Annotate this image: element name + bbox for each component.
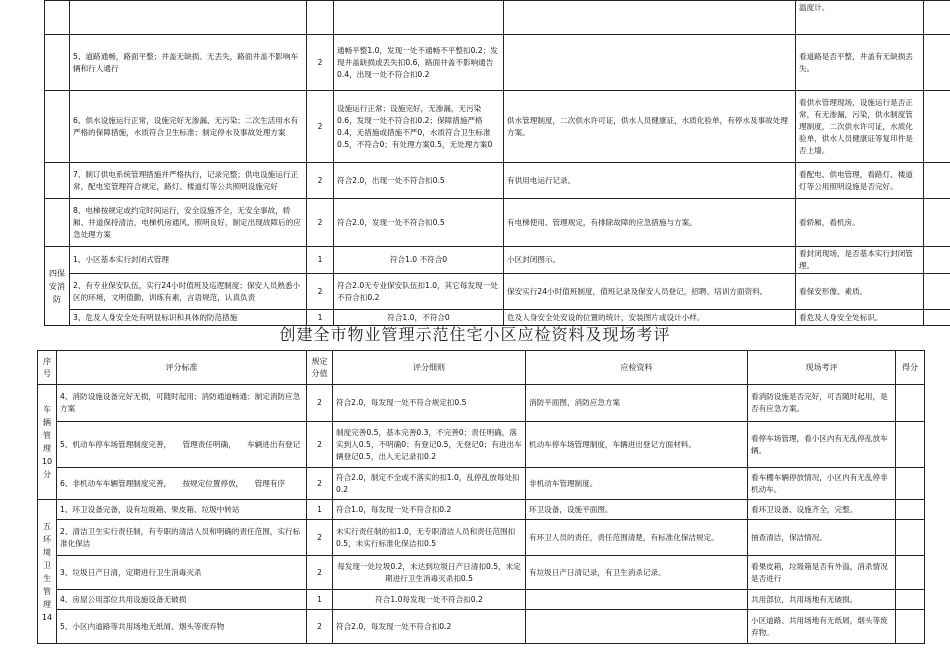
table-row [38, 610, 925, 644]
material-cell [504, 1, 796, 35]
item-cell: 4、房屋公用部位共用设施设备无破损 [57, 590, 307, 610]
score-cell: 2 [307, 35, 334, 91]
table-row [38, 556, 925, 590]
points-cell [924, 35, 950, 91]
col-header-inspect: 现场考评 [748, 351, 896, 385]
item-cell: 5、小区内道路等共用场地无纸屑、烟头等废弃物 [57, 610, 307, 644]
item-cell: 1、小区基本实行封闭式管理 [70, 247, 307, 274]
page-title: 创建全市物业管理示范住宅小区应检资料及现场考评 [279, 325, 671, 344]
inspect-cell: 抽查清洁，保洁情况。 [748, 520, 896, 556]
inspect-cell: 看危及人身安全处标识。 [796, 310, 924, 326]
points-cell [896, 520, 925, 556]
material-cell: 环卫设备，设施平面图。 [526, 500, 748, 520]
material-cell: 有供用电运行记录。 [504, 163, 796, 199]
rule-cell: 每发现一处垃圾0.2，未达到垃圾日产日清扣0.5，未定期进行卫生消毒灭杀扣0.5 [333, 556, 526, 590]
material-cell: 非机动车管理制度。 [526, 468, 748, 500]
score-cell: 2 [307, 520, 333, 556]
points-cell [924, 310, 950, 326]
inspect-cell: 看轿厢，看机房。 [796, 199, 924, 247]
material-cell: 有垃圾日产日清记录，有卫生消杀记录。 [526, 556, 748, 590]
score-cell: 2 [307, 199, 334, 247]
inspect-cell: 温度计。 [796, 1, 924, 35]
table-row [45, 199, 950, 247]
points-cell [896, 468, 925, 500]
table-header-row [38, 351, 925, 385]
rule-cell: 符合2.0，每发现一处不符合扣0.2 [333, 610, 526, 644]
rule-cell: 符合2.0，每发现一处不符合规定扣0.5 [333, 385, 526, 422]
item-cell: 5、机动车停车场管理制度完善， 管理责任明确， 车辆进出有登记 [57, 422, 307, 468]
rule-cell: 符合1.0，不符合0 [334, 310, 504, 326]
inspect-cell: 看供水管理现场，设施运行是否正常，有无渗漏，污染，供水制度管理制度，二次供水许可证，水质化验单，供水人员健康证等复印件是否上墙。 [796, 91, 924, 163]
points-cell [896, 385, 925, 422]
material-cell: 危及人身安全处安设的位置的统计，安装图片或设计小样。 [504, 310, 796, 326]
table-row [38, 590, 925, 610]
points-cell [896, 556, 925, 590]
category-cell [45, 163, 70, 199]
material-cell: 供水管理制度，二次供水许可证，供水人员健康证，水质化验单，有停水及事故处理方案。 [504, 91, 796, 163]
score-cell: 1 [307, 590, 333, 610]
material-cell: 机动车停车场管理制度，车辆进出登记方面材料。 [526, 422, 748, 468]
item-cell: 6、非机动车车辆管理制度完善， 按规定位置停放， 管理有序 [57, 468, 307, 500]
bottom-table [37, 350, 925, 644]
category-cell [45, 35, 70, 91]
material-cell [526, 590, 748, 610]
category-cell [45, 1, 70, 35]
table-row [45, 1, 950, 35]
rule-cell: 符合2.0，发现一处不符合扣0.5 [334, 199, 504, 247]
material-cell: 小区封闭图示。 [504, 247, 796, 274]
score-cell [307, 1, 334, 35]
points-cell [924, 247, 950, 274]
item-cell: 2、有专业保安队伍，实行24小时值班及巡逻制度；保安人员熟悉小区的环境，文明值勤，训练有素，言语规范，认真负责 [70, 274, 307, 310]
rule-cell: 符合2.0，制定不全或不落实的扣1.0，乱停乱放每处扣0.2 [333, 468, 526, 500]
rule-cell: 符合1.0，每发现一处不符合扣0.2 [333, 500, 526, 520]
points-cell [924, 1, 950, 35]
inspect-cell: 小区道路、共用场地有无纸屑，烟头等废弃物。 [748, 610, 896, 644]
score-cell: 1 [307, 310, 334, 326]
item-cell: 3、危及人身安全处有明显标识和具体的防范措施 [70, 310, 307, 326]
material-cell: 有环卫人员的责任，责任范围清楚，有标准化保洁规定。 [526, 520, 748, 556]
table-row [45, 247, 950, 274]
table-row [38, 422, 925, 468]
rule-cell: 通畅平整1.0，发现一处不通畅不平整扣0.2；发现井盖缺损或丢失扣0.6，路面井盖不影响通告0.4，出现一处不符合扣0.2 [334, 35, 504, 91]
item-cell: 1、环卫设备完备，设有垃圾箱、果皮箱、垃圾中转站 [57, 500, 307, 520]
score-cell: 2 [307, 91, 334, 163]
score-cell: 1 [307, 500, 333, 520]
category-cell [45, 91, 70, 163]
score-cell: 2 [307, 163, 334, 199]
category-label: 四保安消防 [45, 247, 70, 326]
inspect-cell: 看消防设施是否完好，可否随时起用，是否有应急方案。 [748, 385, 896, 422]
score-cell: 2 [307, 610, 333, 644]
rule-cell [334, 1, 504, 35]
item-cell: 2、清洁卫生实行责任制，有专职的清洁人员和明确的责任范围，实行标准化保洁 [57, 520, 307, 556]
inspect-cell: 看停车场管理，看小区内有无乱停乱放车辆。 [748, 422, 896, 468]
points-cell [924, 274, 950, 310]
col-header-score: 规定分值 [307, 351, 333, 385]
material-cell [526, 610, 748, 644]
score-cell: 2 [307, 385, 333, 422]
points-cell [896, 500, 925, 520]
inspect-cell: 看环卫设备、设施齐全，完整。 [748, 500, 896, 520]
inspect-cell: 看车棚车辆停放情况，小区内有无乱停非机动车。 [748, 468, 896, 500]
category-label: 车辆管理10分 [38, 385, 57, 500]
col-header-points: 得分 [896, 351, 925, 385]
item-cell: 6、供水设施运行正常，设施完好无渗漏、无污染；二次生活用水有严格的保障措施，水质符合卫生标准；制定停水及事故处理方案 [70, 91, 307, 163]
score-cell: 2 [307, 422, 333, 468]
rule-cell: 制度完善0.5，基本完善0.3，不完善0；责任明确，落实到人0.5，不明确0；有登记0.5，无登记0；有进出车辆登记0.5，出入无记录扣0.2 [333, 422, 526, 468]
score-cell: 2 [307, 468, 333, 500]
material-cell: 消防平面图，消防应急方案 [526, 385, 748, 422]
category-label: 五环境卫生管理14 [38, 500, 57, 644]
table-row [45, 274, 950, 310]
item-cell: 3、垃圾日产日清，定期进行卫生消毒灭杀 [57, 556, 307, 590]
material-cell [504, 35, 796, 91]
item-cell: 8、电梯按规定或约定时间运行，安全设施齐全，无安全事故，轿厢、井道保持清洁，电梯机房通风、照明良好，制定出现故障后的应急处理方案 [70, 199, 307, 247]
inspect-cell: 看配电、供电管理，看路灯、楼道灯等公用照明设施是否完好。 [796, 163, 924, 199]
rule-cell: 符合1.0 不符合0 [334, 247, 504, 274]
category-cell [45, 199, 70, 247]
col-header-material: 应检资料 [526, 351, 748, 385]
points-cell [896, 590, 925, 610]
table-row [45, 310, 950, 326]
top-table [44, 0, 950, 326]
rule-cell: 符合2.0无专业保安队伍扣1.0，其它每发现一处不符合扣0.2 [334, 274, 504, 310]
table-row [45, 163, 950, 199]
inspect-cell: 看果皮箱，垃圾箱是否有外溢，消杀情况是否进行 [748, 556, 896, 590]
table-row [38, 385, 925, 422]
rule-cell: 符合2.0，出现一处不符合扣0.5 [334, 163, 504, 199]
rule-cell: 符合1.0每发现一处不符合扣0.2 [333, 590, 526, 610]
col-header-rule: 评分细则 [333, 351, 526, 385]
points-cell [924, 91, 950, 163]
points-cell [924, 199, 950, 247]
col-header-no: 序号 [38, 351, 57, 385]
inspect-cell: 看保安形像、素质。 [796, 274, 924, 310]
points-cell [896, 610, 925, 644]
item-cell: 7、制订供电系统管理措施并严格执行，记录完整；供电设施运行正常，配电室管理符合规定，路灯、楼道灯等公共照明设施完好 [70, 163, 307, 199]
inspect-cell: 看道路是否平整，井盖有无缺损丢失。 [796, 35, 924, 91]
table-row [38, 500, 925, 520]
rule-cell: 设施运行正常；设施完好，无渗漏，无污染0.6，发现一处不符合扣0.2；保障措施严格0.4，无措施或措施不严0，水质符合卫生标准0.5，不符合0；有处理方案0.5，无处理方案0 [334, 91, 504, 163]
points-cell [924, 163, 950, 199]
table-row [45, 35, 950, 91]
points-cell [896, 422, 925, 468]
score-cell: 2 [307, 274, 334, 310]
material-cell: 有电梯使用、管理规定，有排除故障的应急措施与方案。 [504, 199, 796, 247]
score-cell: 1 [307, 247, 334, 274]
inspect-cell: 共用部位，共用场地有无破损。 [748, 590, 896, 610]
inspect-cell: 看封闭现场，是否基本实行封闭管理。 [796, 247, 924, 274]
rule-cell: 未实行责任制的扣1.0，无专职清洁人员和责任范围扣0.5，未实行标准化保洁扣0.5 [333, 520, 526, 556]
score-cell: 2 [307, 556, 333, 590]
material-cell: 保安实行24小时值班制度，值班记录及保安人员登记，招聘、培训方面资料。 [504, 274, 796, 310]
table-row [38, 520, 925, 556]
table-row [45, 91, 950, 163]
item-cell: 4、消防设施设备完好无损，可随时起用；消防通道畅通；制定消防应急方案 [57, 385, 307, 422]
item-cell [70, 1, 307, 35]
table-row [38, 468, 925, 500]
col-header-standard: 评分标准 [57, 351, 307, 385]
item-cell: 5、道路通畅，路面平整；井盖无缺损、无丢失，路面井盖不影响车辆和行人通行 [70, 35, 307, 91]
